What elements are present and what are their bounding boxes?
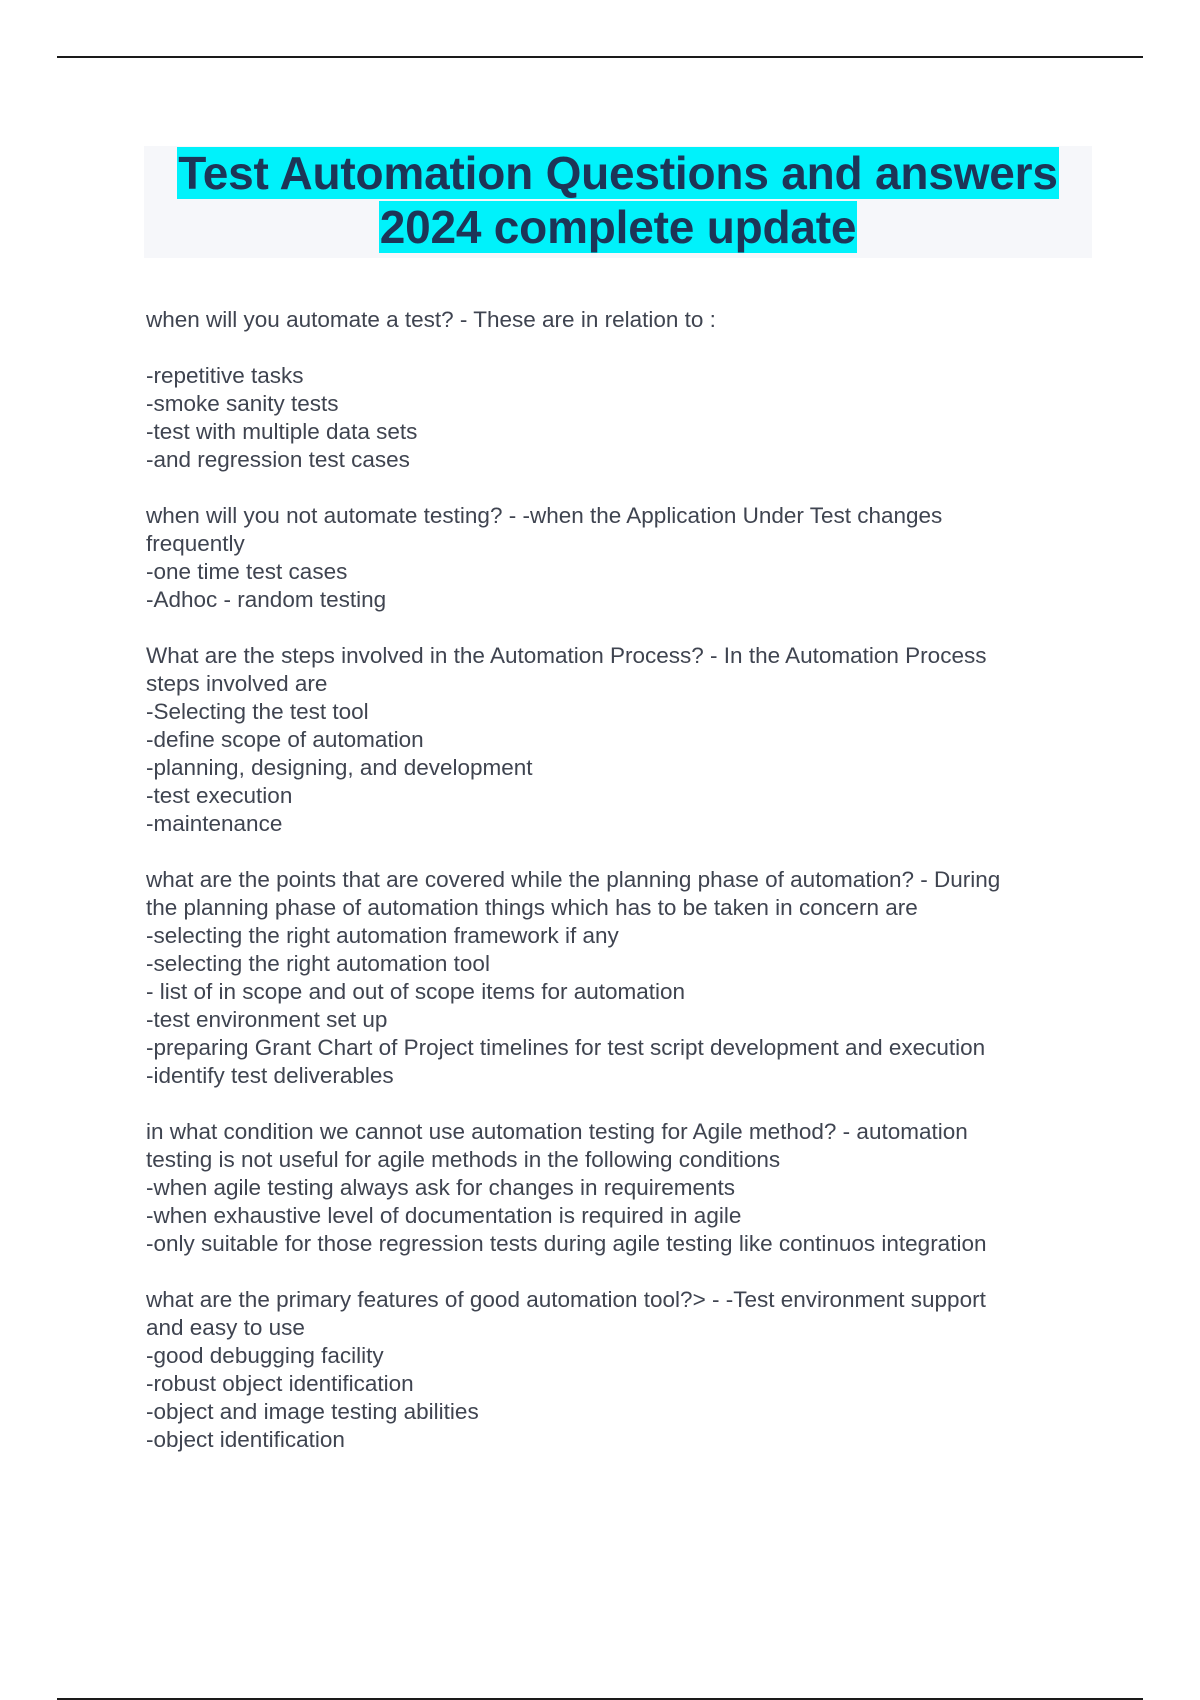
qa-item bbox=[146, 502, 1086, 614]
question-line: What are the steps involved in the Automation Process? - In the Automation Process bbox=[146, 643, 987, 668]
answer-line: -object and image testing abilities bbox=[146, 1399, 479, 1424]
question-line: in what condition we cannot use automation testing for Agile method? - automation bbox=[146, 1119, 968, 1144]
answer-line: - list of in scope and out of scope items for automation bbox=[146, 979, 686, 1004]
answer-line: -when agile testing always ask for changes in requirements bbox=[146, 1175, 736, 1200]
answer-line: -good debugging facility bbox=[146, 1343, 384, 1368]
qa-item bbox=[146, 642, 1086, 838]
answer-line: and easy to use bbox=[146, 1315, 305, 1340]
qa-item bbox=[146, 306, 1086, 474]
answer-line: -preparing Grant Chart of Project timelines for test script development and execution bbox=[146, 1035, 986, 1060]
title-line-1: Test Automation Questions and answers bbox=[178, 147, 1058, 199]
answer-line: steps involved are bbox=[146, 671, 328, 696]
qa-item bbox=[146, 866, 1086, 1090]
answer-line: -only suitable for those regression tests during agile testing like continuos integration bbox=[146, 1231, 987, 1256]
answer-line: -identify test deliverables bbox=[146, 1063, 394, 1088]
answer-line: -one time test cases bbox=[146, 559, 348, 584]
title-block bbox=[144, 146, 1092, 258]
answer-line: -Adhoc - random testing bbox=[146, 587, 387, 612]
question-line: what are the points that are covered while the planning phase of automation? - During bbox=[146, 867, 1001, 892]
answer-line: the planning phase of automation things which has to be taken in concern are bbox=[146, 895, 918, 920]
answer-line: -test with multiple data sets bbox=[146, 419, 418, 444]
answer-line: -maintenance bbox=[146, 811, 283, 836]
question-line: what are the primary features of good automation tool?> - -Test environment support bbox=[146, 1287, 986, 1312]
answer-line: testing is not useful for agile methods in the following conditions bbox=[146, 1147, 781, 1172]
line-gap bbox=[146, 334, 1086, 362]
question-line: when will you automate a test? - These are in relation to : bbox=[146, 307, 716, 332]
answer-line: -and regression test cases bbox=[146, 447, 410, 472]
answer-line: -test environment set up bbox=[146, 1007, 388, 1032]
top-rule bbox=[57, 56, 1143, 58]
question-line: when will you not automate testing? - -when the Application Under Test changes bbox=[146, 503, 943, 528]
answer-line: -when exhaustive level of documentation is required in agile bbox=[146, 1203, 742, 1228]
answer-line: -planning, designing, and development bbox=[146, 755, 533, 780]
answer-line: -Selecting the test tool bbox=[146, 699, 369, 724]
answer-line: -smoke sanity tests bbox=[146, 391, 339, 416]
answer-line: -robust object identification bbox=[146, 1371, 414, 1396]
answer-line: -object identification bbox=[146, 1427, 345, 1452]
page-title bbox=[144, 146, 1092, 254]
answer-line: -selecting the right automation framework if any bbox=[146, 923, 619, 948]
answer-line: -repetitive tasks bbox=[146, 363, 304, 388]
qa-item bbox=[146, 1286, 1086, 1454]
answer-line: -test execution bbox=[146, 783, 293, 808]
answer-line: frequently bbox=[146, 531, 245, 556]
answer-line: -define scope of automation bbox=[146, 727, 424, 752]
title-line-2: 2024 complete update bbox=[379, 201, 857, 253]
qa-item bbox=[146, 1118, 1086, 1258]
answer-line: -selecting the right automation tool bbox=[146, 951, 490, 976]
qa-content bbox=[146, 306, 1086, 1482]
